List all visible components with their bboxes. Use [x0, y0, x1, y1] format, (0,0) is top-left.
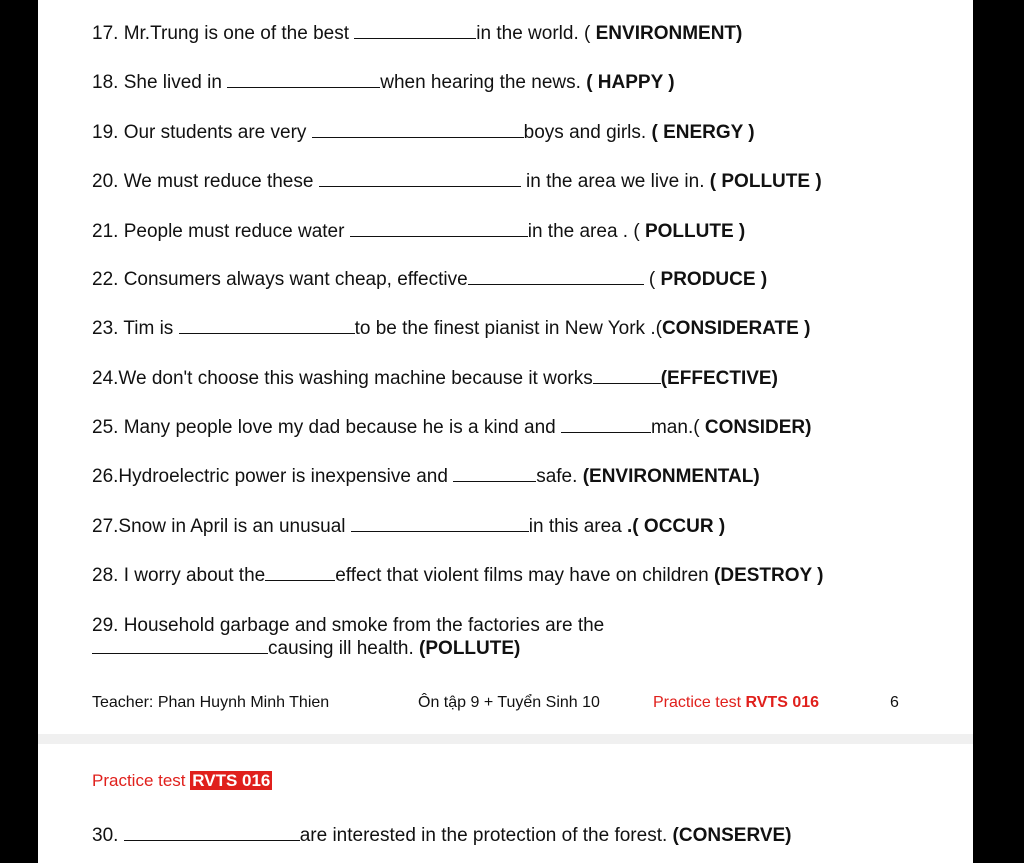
question-text: She lived in	[123, 72, 228, 93]
answer-blank[interactable]	[179, 319, 355, 334]
question-17	[92, 23, 742, 45]
question-text: Snow in April is an unusual	[118, 516, 351, 537]
question-19	[92, 122, 755, 144]
question-text: Consumers always want cheap, effective	[123, 269, 468, 290]
question-text-after: when hearing the news.	[380, 72, 587, 93]
question-number: 20.	[92, 171, 124, 192]
answer-blank[interactable]	[354, 24, 476, 39]
question-text-after: (	[643, 269, 661, 290]
answer-blank[interactable]	[227, 73, 380, 88]
word-hint: ENVIRONMENT)	[595, 23, 743, 44]
word-hint: ( POLLUTE )	[709, 171, 822, 192]
question-28	[92, 565, 823, 587]
word-hint: (DESTROY )	[714, 565, 824, 586]
question-number: 28.	[92, 565, 124, 586]
question-text-after: boys and girls.	[523, 122, 652, 143]
answer-blank[interactable]	[351, 517, 529, 532]
question-text: People must reduce water	[123, 221, 350, 242]
word-hint: ( ENERGY )	[651, 122, 755, 143]
question-text-after: safe.	[536, 466, 583, 487]
answer-blank[interactable]	[92, 639, 268, 654]
test-label-code: RVTS 016	[192, 771, 271, 790]
question-number: 23.	[92, 318, 124, 339]
worksheet-page	[38, 0, 973, 863]
answer-blank[interactable]	[265, 566, 335, 581]
question-29	[92, 615, 604, 637]
question-text-after: man.(	[650, 417, 705, 438]
question-number: 25.	[92, 417, 124, 438]
question-text: Many people love my dad because he is a kind and	[123, 417, 561, 438]
question-text: We don't choose this washing machine because it works	[118, 368, 593, 389]
test-label-prefix: Practice test	[92, 771, 191, 790]
word-hint: ( HAPPY )	[586, 72, 675, 93]
question-text: Hydroelectric power is inexpensive and	[118, 466, 454, 487]
word-hint: CONSIDERATE )	[661, 318, 811, 339]
word-hint: .( OCCUR )	[627, 516, 726, 537]
question-number: 26.	[92, 466, 119, 487]
question-26	[92, 466, 760, 488]
answer-blank[interactable]	[561, 418, 651, 433]
question-number: 30.	[92, 825, 124, 846]
word-hint: POLLUTE )	[644, 221, 746, 242]
question-text-after: to be the finest pianist in New York .(	[354, 318, 662, 339]
answer-blank[interactable]	[453, 467, 536, 482]
question-text: We must reduce these	[123, 171, 319, 192]
next-page-test-label	[92, 771, 272, 791]
question-text: Tim is	[123, 318, 179, 339]
question-number: 18.	[92, 72, 124, 93]
answer-blank[interactable]	[124, 826, 300, 841]
word-hint: CONSIDER)	[704, 417, 812, 438]
footer-test-name	[653, 694, 819, 712]
question-number: 17.	[92, 23, 124, 44]
question-text: Mr.Trung is one of the best	[123, 23, 355, 44]
question-23	[92, 318, 810, 340]
answer-blank[interactable]	[312, 123, 524, 138]
question-number: 22.	[92, 269, 124, 290]
question-text: 29. Household garbage and smoke from the factories are the	[92, 615, 605, 636]
question-text-after: in the area . (	[527, 221, 645, 242]
answer-blank[interactable]	[319, 172, 521, 187]
word-hint: (ENVIRONMENTAL)	[582, 466, 760, 487]
footer-course: Ôn tập 9 + Tuyển Sinh 10	[418, 694, 600, 711]
question-number: 21.	[92, 221, 124, 242]
question-text-after: in this area	[528, 516, 628, 537]
question-text: Our students are very	[123, 122, 312, 143]
question-text-after: causing ill health.	[268, 638, 420, 659]
question-20	[92, 171, 822, 193]
answer-blank[interactable]	[468, 270, 644, 285]
page-divider	[38, 734, 973, 744]
question-22	[92, 269, 767, 291]
question-number: 27.	[92, 516, 119, 537]
question-text-after: effect that violent films may have on children	[335, 565, 715, 586]
footer-teacher: Teacher: Phan Huynh Minh Thien	[92, 694, 330, 711]
question-number: 24.	[92, 368, 119, 389]
question-text-after: are interested in the protection of the forest.	[299, 825, 673, 846]
question-30	[92, 825, 792, 847]
page-number: 6	[890, 694, 899, 711]
footer-test-code: RVTS 016	[745, 694, 820, 711]
word-hint: (EFFECTIVE)	[660, 368, 778, 389]
question-25	[92, 417, 811, 439]
question-number: 19.	[92, 122, 124, 143]
word-hint: (POLLUTE)	[419, 638, 521, 659]
footer-test-prefix: Practice test	[653, 694, 746, 711]
question-text-after: in the area we live in.	[520, 171, 710, 192]
word-hint: PRODUCE )	[660, 269, 768, 290]
question-18	[92, 72, 675, 94]
question-text-after: in the world. (	[476, 23, 596, 44]
answer-blank[interactable]	[350, 222, 528, 237]
answer-blank[interactable]	[593, 369, 661, 384]
question-text: I worry about the	[123, 565, 266, 586]
word-hint: (CONSERVE)	[672, 825, 792, 846]
question-29-continued	[92, 638, 520, 660]
question-24	[92, 368, 778, 390]
question-21	[92, 221, 745, 243]
question-27	[92, 516, 725, 538]
